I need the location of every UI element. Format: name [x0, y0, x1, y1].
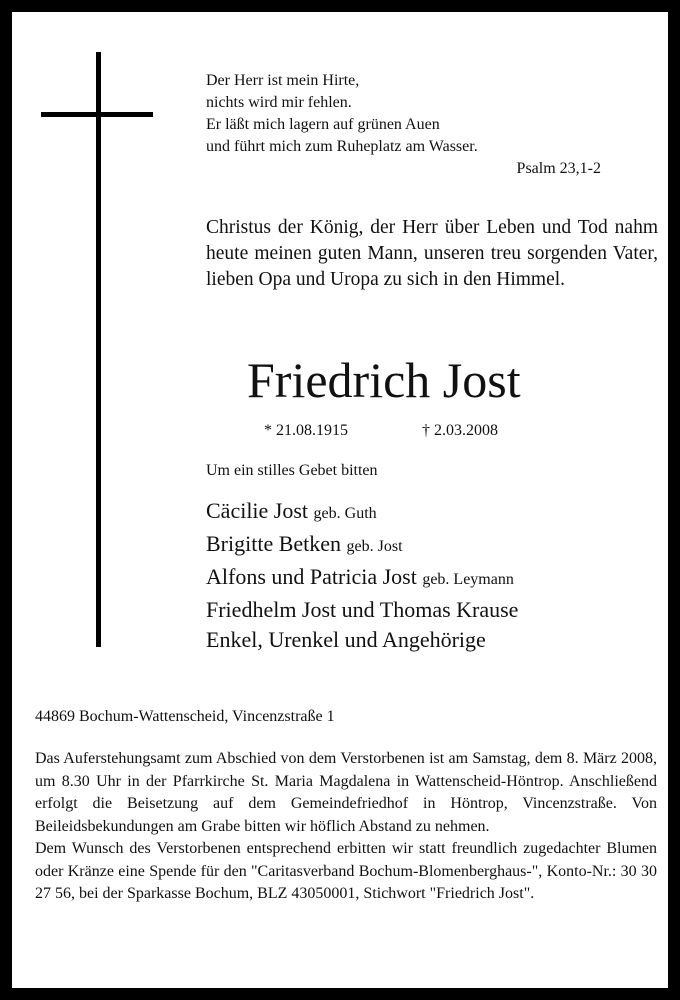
mourners-list — [206, 496, 518, 655]
intro-text: Christus der König, der Herr über Leben und Tod nahm heute meinen guten Mann, unseren treu sorgenden Vater, lieben Opa und Uropa zu sich in den Himmel. — [206, 217, 658, 290]
cross-horizontal-bar — [41, 112, 153, 117]
mourner-nee: geb. Leymann — [422, 571, 514, 588]
psalm-line: und führt mich zum Ruheplatz am Wasser. — [206, 138, 478, 155]
psalm-line: nichts wird mir fehlen. — [206, 94, 352, 111]
obituary-notice — [12, 12, 668, 988]
cross-vertical-bar — [96, 52, 101, 647]
death-date: † 2.03.2008 — [422, 422, 498, 439]
birth-date: * 21.08.1915 — [264, 422, 348, 439]
mourner-entry — [206, 595, 518, 625]
mourner-entry — [206, 496, 518, 529]
psalm-quote — [206, 70, 601, 180]
mourner-name: Brigitte Betken — [206, 531, 342, 556]
deceased-name: Friedrich Jost — [247, 352, 521, 408]
mourner-name: Enkel, Urenkel und Angehörige — [206, 627, 486, 652]
mourner-entry — [206, 562, 518, 595]
donation-paragraph: Dem Wunsch des Verstorbenen entsprechend erbitten wir statt freundlich zugedachter Blumen oder Kränze eine Spende für den "Caritasverband Bochum-Blomenberghaus-", Konto-Nr.: 30 30 27 56, bei der Sparkasse Bochum, BLZ 43050001, Stichwort "Friedrich Jost". — [35, 840, 657, 902]
mourner-name: Friedhelm Jost und Thomas Krause — [206, 597, 519, 622]
mourner-entry — [206, 625, 518, 655]
mourner-name: Cäcilie Jost — [206, 498, 309, 523]
mourner-name: Alfons und Patricia Jost — [206, 564, 417, 589]
funeral-paragraph: Das Auferstehungsamt zum Abschied von dem Verstorbenen ist am Samstag, dem 8. März 2008, um 8.30 Uhr in der Pfarrkirche St. Maria Magdalena in Wattenscheid-Höntrop. Anschließend erfolgt die Beisetzung auf dem Gemeindefriedhof in Höntrop, Vincenzstraße. Von Beileidsbekundungen am Grabe bitten wir höflich Abstand zu nehmen. — [35, 750, 657, 835]
psalm-line: Er läßt mich lagern auf grünen Auen — [206, 116, 440, 133]
mourner-nee: geb. Jost — [346, 538, 403, 555]
mourner-nee: geb. Guth — [313, 505, 377, 522]
address: 44869 Bochum-Wattenscheid, Vincenzstraße 1 — [35, 708, 335, 725]
prayer-request: Um ein stilles Gebet bitten — [206, 462, 378, 479]
psalm-line: Der Herr ist mein Hirte, — [206, 72, 360, 89]
funeral-details — [35, 748, 657, 906]
mourner-entry — [206, 529, 518, 562]
psalm-reference: Psalm 23,1-2 — [516, 160, 601, 177]
